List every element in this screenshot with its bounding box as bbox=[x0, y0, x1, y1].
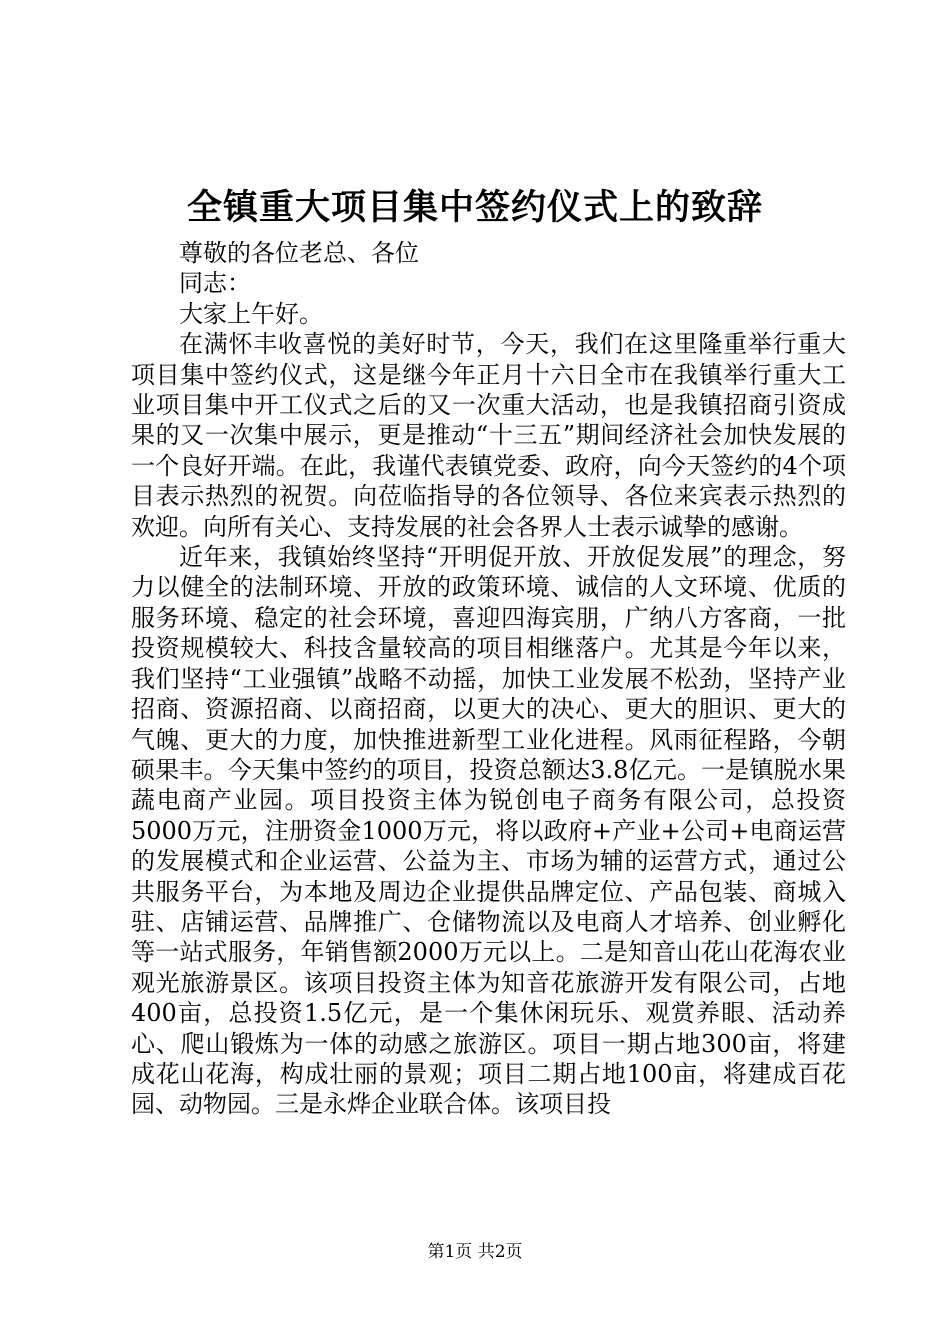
paragraph-1: 在满怀丰收喜悦的美好时节，今天，我们在这里隆重举行重大项目集中签约仪式，这是继今年正月十六日全市在我镇举行重大工业项目集中开工仪式之后的又一次重大活动，也是我镇招商引资成果的又一次集中展示，更是推动“十三五”期间经济社会加快发展的一个良好开端。在此，我谨代表镇党委、政府，向今天签约的4个项目表示热烈的祝贺。向莅临指导的各位领导、各位来宾表示热烈的欢迎。向所有关心、支持发展的社会各界人士表示诚挚的感谢。 bbox=[131, 330, 846, 541]
salutation-line-2: 同志： bbox=[179, 269, 251, 298]
document-body bbox=[131, 238, 846, 1120]
salutation-line-1: 尊敬的各位老总、各位 bbox=[179, 239, 419, 267]
page-footer: 第1页 共2页 bbox=[427, 1242, 523, 1262]
paragraph-2: 近年来，我镇始终坚持“开明促开放、开放促发展”的理念，努力以健全的法制环境、开放的政策环境、诚信的人文环境、优质的服务环境、稳定的社会环境，喜迎四海宾朋，广纳八方客商，一批投资规模较大、科技含量较高的项目相继落户。尤其是今年以来，我们坚持“工业强镇”战略不动摇，加快工业发展不松劲，坚持产业招商、资源招商、以商招商，以更大的决心、更大的胆识、更大的气魄、更大的力度，加快推进新型工业化进程。风雨征程路，今朝硕果丰。今天集中签约的项目，投资总额达3.8亿元。一是镇脱水果蔬电商产业园。项目投资主体为锐创电子商务有限公司，总投资5000万元，注册资金1000万元，将以政府+产业+公司+电商运营的发展模式和企业运营、公益为主、市场为辅的运营方式，通过公共服务平台，为本地及周边企业提供品牌定位、产品包装、商城入驻、店铺运营、品牌推广、仓储物流以及电商人才培养、创业孵化等一站式服务，年销售额2000万元以上。二是知音山花山花海农业观光旅游景区。该项目投资主体为知音花旅游开发有限公司，占地400亩，总投资1.5亿元，是一个集休闲玩乐、观赏养眼、活动养心、爬山锻炼为一体的动感之旅游区。项目一期占地300亩，将建成花山花海，构成壮丽的景观；项目二期占地100亩，将建成百花园、动物园。三是永烨企业联合体。该项目投 bbox=[131, 543, 846, 1119]
greeting: 大家上午好。 bbox=[179, 299, 323, 328]
document-title: 全镇重大项目集中签约仪式上的致辞 bbox=[186, 187, 763, 228]
